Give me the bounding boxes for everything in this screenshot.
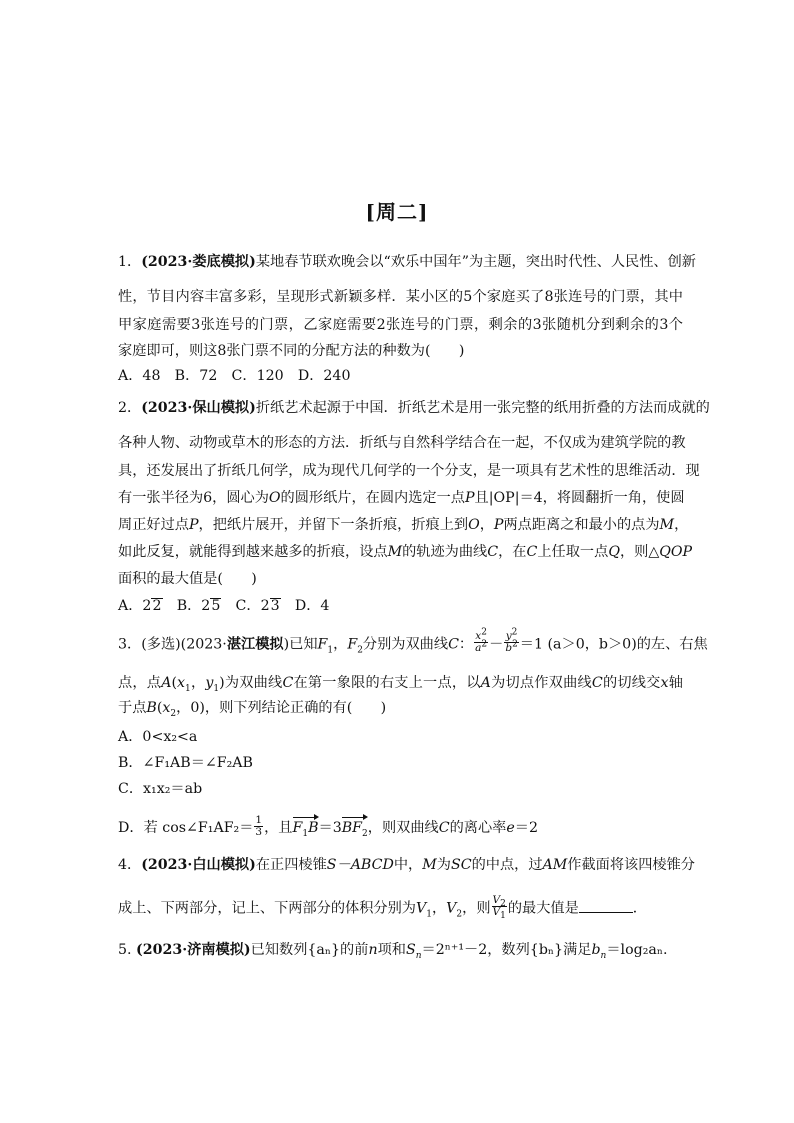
question-2-options: A．22 B．25 C．23 D．4 xyxy=(118,598,330,614)
question-3-line-2: 点，点$A(x_1$，$y_1$)为双曲线C在第一象限的右支上一点，以A为切点作双曲线C的切线交x轴 xyxy=(118,675,683,694)
question-3-option-c: C．x₁x₂＝ab xyxy=(118,781,203,797)
page-title: [周二] xyxy=(365,200,429,224)
question-1-line-1: 1．(2023·娄底模拟)某地春节联欢晚会以“欢乐中国年”为主题，突出时代性、人民性、创新 xyxy=(118,254,696,270)
question-2-line-7: 面积的最大值是( ) xyxy=(118,571,257,587)
question-1-line-3: 甲家庭需要3张连号的门票，乙家庭需要2张连号的门票，剩余的3张随机分到剩余的3个 xyxy=(118,317,683,333)
sqrt-5: 5 xyxy=(211,598,221,614)
question-4-line-1: 4．(2023·白山模拟)在正四棱锥S－ABCD中，M为SC的中点，过AM作截面将该四棱锥分 xyxy=(118,857,695,873)
question-2-line-2: 各种人物、动物或草木的形态的方法．折纸与自然科学结合在一起，不仅成为建筑学院的教 xyxy=(118,435,686,451)
question-3-line-3: 于点$B(x_2$，0)，则下列结论正确的有( ) xyxy=(118,700,387,719)
question-1-line-4: 家庭即可，则这8张门票不同的分配方法的种数为( ) xyxy=(118,343,465,359)
question-3-option-b: B．∠F₁AB＝∠F₂AB xyxy=(118,755,253,771)
question-4-source: (2023·白山模拟) xyxy=(141,857,256,873)
question-2-line-3: 具，还发展出了折纸几何学，成为现代几何学的一个分支，是一项具有艺术性的思维活动．现 xyxy=(118,463,700,479)
question-3-option-a: A．0<x₂<a xyxy=(118,729,198,745)
sqrt-2: 2 xyxy=(152,598,162,614)
question-2-line-5: 周正好过点P，把纸片展开，并留下一条折痕，折痕上到O，P两点距离之和最小的点为M， xyxy=(118,517,689,533)
fraction-y2-b2: $\frac{y^2}{b^2}$ xyxy=(505,627,518,654)
answer-blank xyxy=(579,900,633,913)
question-2-line-4: 有一张半径为6，圆心为O的圆形纸片，在圆内选定一点P且|OP|＝4，将圆翻折一角，使圆 xyxy=(118,490,685,506)
question-1-source: (2023·娄底模拟) xyxy=(141,254,256,270)
fraction-V2-V1: $\frac{V_2}{V_1}$ xyxy=(492,894,506,922)
vector-BF2: $BF_2$ xyxy=(342,816,368,837)
vector-F1B: $F_1B$ xyxy=(293,816,319,837)
question-2-line-1: 2．(2023·保山模拟)折纸艺术起源于中国．折纸艺术是用一张完整的纸用折叠的方法而成就的 xyxy=(118,400,710,416)
question-3-line-1: 3．(多选)(2023·湛江模拟)已知$F_1$，$F_2$分别为双曲线C： $\frac{x^2}{a^2}$ － $\frac{y^2}{b^2}$ ＝1 (a＞0，b＞0)的左、右焦 xyxy=(118,627,708,656)
question-1-line-2: 性，节目内容丰富多彩，呈现形式新颖多样．某小区的5个家庭买了8张连号的门票，其中 xyxy=(118,289,683,305)
question-5-source: (2023·济南模拟) xyxy=(136,942,251,958)
question-1-options: A．48 B．72 C．120 D．240 xyxy=(118,368,351,384)
question-1-number: 1． xyxy=(118,254,142,270)
question-5-line-1: 5. (2023·济南模拟)已知数列{aₙ}的前n项和$S_n=2^{n+1}-2$，数列{bₙ}满足$b_n=\log_2a_n$. xyxy=(118,942,668,961)
fraction-x2-a2: $\frac{x^2}{a^2}$ xyxy=(475,627,488,654)
question-2-line-6: 如此反复，就能得到越来越多的折痕，设点M的轨迹为曲线C，在C上任取一点Q，则△QOP xyxy=(118,544,693,560)
question-4-line-2: 成上、下两部分，记上、下两部分的体积分别为$V_1$，$V_2$，则 $\frac{V_2}{V_1}$ 的最大值是 ． xyxy=(118,894,647,922)
question-3-source: 湛江模拟 xyxy=(226,636,284,653)
sqrt-3: 3 xyxy=(270,598,280,614)
fraction-1-3: $\frac{1}{3}$ xyxy=(255,813,263,838)
question-2-source: (2023·保山模拟) xyxy=(141,400,256,416)
question-3-option-d: D．若 cos∠F₁AF₂＝ $\frac{1}{3}$ ，且$F_1B=3BF_2$，则双曲线C的离心率e＝2 xyxy=(118,813,538,839)
